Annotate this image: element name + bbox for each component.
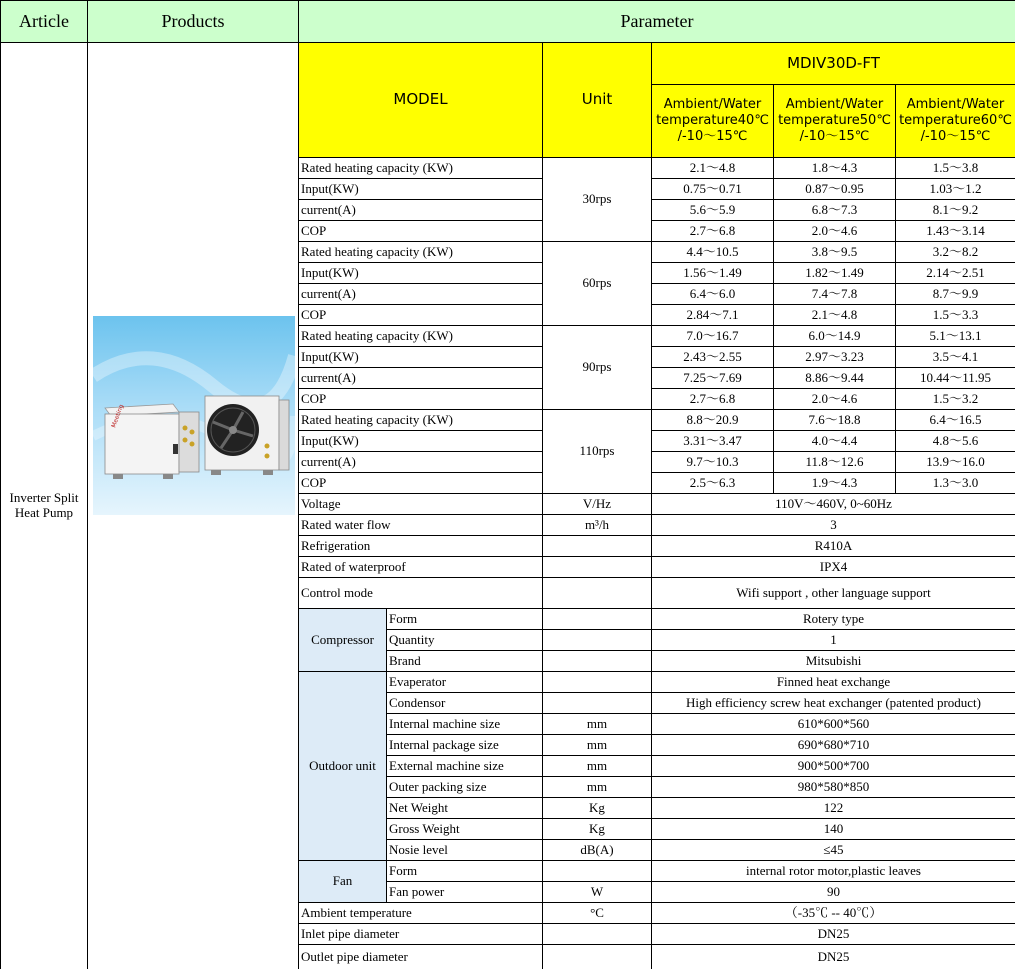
value-cell: 3.2～8.2 xyxy=(896,242,1015,263)
value-cell: 8.1～9.2 xyxy=(896,200,1015,221)
value-cell: 1.9～4.3 xyxy=(774,473,896,494)
row-label: current(A) xyxy=(299,200,543,221)
row-label: Rated heating capacity (KW) xyxy=(299,326,543,347)
value-cell: 0.87～0.95 xyxy=(774,179,896,200)
merged-value-cell: 1 xyxy=(652,630,1015,651)
value-cell: 8.86～9.44 xyxy=(774,368,896,389)
unit-cell xyxy=(543,651,652,672)
sub-label: Evaperator xyxy=(387,672,543,693)
row-label: Refrigeration xyxy=(299,536,543,557)
merged-value-cell: Wifi support , other language support xyxy=(652,578,1015,609)
model-label-cell: MODEL xyxy=(299,43,543,158)
sub-label: Condensor xyxy=(387,693,543,714)
sub-label: Form xyxy=(387,609,543,630)
condition-line: temperature60℃ xyxy=(899,113,1012,128)
sub-label: External machine size xyxy=(387,756,543,777)
value-cell: 2.14～2.51 xyxy=(896,263,1015,284)
merged-value-cell: R410A xyxy=(652,536,1015,557)
merged-value-cell: 900*500*700 xyxy=(652,756,1015,777)
value-cell: 6.8～7.3 xyxy=(774,200,896,221)
merged-value-cell: DN25 xyxy=(817,948,850,964)
value-cell: 2.7～6.8 xyxy=(652,389,774,410)
condition-header-1 xyxy=(652,85,774,158)
unit-cell: W xyxy=(543,882,652,903)
unit-cell: mm xyxy=(543,714,652,735)
condition-header-3 xyxy=(896,85,1015,158)
unit-cell: Kg xyxy=(543,798,652,819)
value-cell: 1.43～3.14 xyxy=(896,221,1015,242)
outdoor-unit-group: Outdoor unit xyxy=(299,672,387,861)
merged-value-cell: 110V～460V, 0~60Hz xyxy=(652,494,1015,515)
model-name-cell: MDIV30D-FT xyxy=(652,43,1015,85)
condition-line: temperature50℃ xyxy=(778,113,891,128)
unit-cell: mm xyxy=(543,756,652,777)
condition-line: /-10～15℃ xyxy=(799,129,870,144)
merged-value-cell: 980*580*850 xyxy=(652,777,1015,798)
unit-cell xyxy=(543,630,652,651)
value-cell: 1.5～3.3 xyxy=(896,305,1015,326)
condition-line: Ambient/Water xyxy=(663,97,762,112)
value-cell: 1.03～1.2 xyxy=(896,179,1015,200)
merged-value-cell: 3 xyxy=(652,515,1015,536)
value-cell: 13.9～16.0 xyxy=(896,452,1015,473)
condition-header-2 xyxy=(774,85,896,158)
speed-cell: 110rps xyxy=(543,410,652,494)
sub-label: Fan power xyxy=(387,882,543,903)
condition-line: temperature40℃ xyxy=(656,113,769,128)
row-label: Voltage xyxy=(299,494,543,515)
value-cell: 5.6～5.9 xyxy=(652,200,774,221)
sub-label: Outer packing size xyxy=(387,777,543,798)
unit-cell: mm xyxy=(543,735,652,756)
merged-value-cell: High efficiency screw heat exchanger (patented product) xyxy=(652,693,1015,714)
sub-label: Brand xyxy=(387,651,543,672)
sub-label: Gross Weight xyxy=(387,819,543,840)
row-label: Rated heating capacity (KW) xyxy=(299,158,543,179)
indoor-unit xyxy=(105,403,199,479)
value-cell: 4.8～5.6 xyxy=(896,431,1015,452)
value-cell: 8.7～9.9 xyxy=(896,284,1015,305)
condition-line: /-10～15℃ xyxy=(677,129,748,144)
condition-line: Ambient/Water xyxy=(906,97,1005,112)
merged-value-cell: 122 xyxy=(652,798,1015,819)
row-label: Input(KW) xyxy=(299,347,543,368)
value-cell: 1.56～1.49 xyxy=(652,263,774,284)
product-photo xyxy=(93,316,295,515)
row-label: Rated of waterproof xyxy=(299,557,543,578)
row-label: Control mode xyxy=(299,578,543,609)
row-label: Input(KW) xyxy=(299,179,543,200)
sub-label: Internal package size xyxy=(387,735,543,756)
value-cell: 4.0～4.4 xyxy=(774,431,896,452)
value-cell: 7.4～7.8 xyxy=(774,284,896,305)
value-cell: 2.0～4.6 xyxy=(774,389,896,410)
outdoor-unit xyxy=(205,396,289,475)
merged-value-cell: ≤45 xyxy=(652,840,1015,861)
value-cell: 2.1～4.8 xyxy=(774,305,896,326)
value-cell: 2.7～6.8 xyxy=(652,221,774,242)
value-cell: 4.4～10.5 xyxy=(652,242,774,263)
unit-cell xyxy=(543,609,652,630)
merged-value-cell: （-35℃ -- 40℃） xyxy=(652,903,1015,924)
merged-value-cell: Finned heat exchange xyxy=(652,672,1015,693)
unit-cell: dB(A) xyxy=(543,840,652,861)
value-cell: 1.5～3.2 xyxy=(896,389,1015,410)
value-cell: 3.31～3.47 xyxy=(652,431,774,452)
row-label: current(A) xyxy=(299,452,543,473)
unit-cell: m³/h xyxy=(543,515,652,536)
value-cell: 6.0～14.9 xyxy=(774,326,896,347)
unit-cell xyxy=(543,693,652,714)
compressor-group: Compressor xyxy=(299,609,387,672)
value-cell: 2.84～7.1 xyxy=(652,305,774,326)
merged-value-cell: 140 xyxy=(652,819,1015,840)
article-header: Article xyxy=(0,0,88,43)
unit-cell xyxy=(543,924,652,945)
speed-cell: 30rps xyxy=(543,158,652,242)
condition-line: Ambient/Water xyxy=(785,97,884,112)
products-header: Products xyxy=(88,0,299,43)
value-cell: 1.82～1.49 xyxy=(774,263,896,284)
sub-label: Quantity xyxy=(387,630,543,651)
sub-label: Nosie level xyxy=(387,840,543,861)
row-label: Ambient temperature xyxy=(299,903,543,924)
unit-cell: °C xyxy=(543,903,652,924)
merged-value-cell: internal rotor motor,plastic leaves xyxy=(652,861,1015,882)
value-cell: 11.8～12.6 xyxy=(774,452,896,473)
sub-label: Internal machine size xyxy=(387,714,543,735)
value-cell: 3.5～4.1 xyxy=(896,347,1015,368)
heat-pump-illustration xyxy=(93,316,295,515)
value-cell: 9.7～10.3 xyxy=(652,452,774,473)
unit-cell: Kg xyxy=(543,819,652,840)
value-cell: 8.8～20.9 xyxy=(652,410,774,431)
article-value: Inverter Split Heat Pump xyxy=(0,43,88,969)
value-cell: 2.97～3.23 xyxy=(774,347,896,368)
fan-group: Fan xyxy=(299,861,387,903)
value-cell: 2.1～4.8 xyxy=(652,158,774,179)
unit-cell xyxy=(543,557,652,578)
value-cell: 1.3～3.0 xyxy=(896,473,1015,494)
value-cell: 0.75～0.71 xyxy=(652,179,774,200)
brand-mark: Meeting xyxy=(110,403,126,429)
value-cell: 10.44～11.95 xyxy=(896,368,1015,389)
value-cell: 2.0～4.6 xyxy=(774,221,896,242)
row-label: COP xyxy=(299,305,543,326)
row-label: Outlet pipe diameter xyxy=(299,945,543,969)
row-label: current(A) xyxy=(299,284,543,305)
speed-cell: 60rps xyxy=(543,242,652,326)
row-label: COP xyxy=(299,473,543,494)
value-cell: 6.4～16.5 xyxy=(896,410,1015,431)
value-cell: 2.43～2.55 xyxy=(652,347,774,368)
sub-label: Form xyxy=(387,861,543,882)
merged-value-cell: 90 xyxy=(652,882,1015,903)
value-cell: 6.4～6.0 xyxy=(652,284,774,305)
merged-value-cell: 610*600*560 xyxy=(652,714,1015,735)
value-cell: 7.6～18.8 xyxy=(774,410,896,431)
value-cell: 3.8～9.5 xyxy=(774,242,896,263)
value-cell: 7.0～16.7 xyxy=(652,326,774,347)
unit-cell xyxy=(543,672,652,693)
row-label: COP xyxy=(299,221,543,242)
parameter-header: Parameter xyxy=(299,0,1015,43)
sub-label: Net Weight xyxy=(387,798,543,819)
merged-value-cell: Mitsubishi xyxy=(652,651,1015,672)
merged-value-cell: Rotery type xyxy=(652,609,1015,630)
unit-cell xyxy=(543,861,652,882)
merged-value-cell: IPX4 xyxy=(652,557,1015,578)
value-cell: 1.5～3.8 xyxy=(896,158,1015,179)
row-label: Input(KW) xyxy=(299,263,543,284)
unit-cell: V/Hz xyxy=(543,494,652,515)
row-label: Rated heating capacity (KW) xyxy=(299,242,543,263)
row-label: Input(KW) xyxy=(299,431,543,452)
row-label: current(A) xyxy=(299,368,543,389)
unit-cell xyxy=(543,578,652,609)
condition-line: /-10～15℃ xyxy=(920,129,991,144)
merged-value-cell: DN25 xyxy=(652,924,1015,945)
row-label: Rated heating capacity (KW) xyxy=(299,410,543,431)
row-label: Rated water flow xyxy=(299,515,543,536)
speed-cell: 90rps xyxy=(543,326,652,410)
unit-cell: mm xyxy=(543,777,652,798)
value-cell: 5.1～13.1 xyxy=(896,326,1015,347)
row-label: COP xyxy=(299,389,543,410)
unit-label-cell: Unit xyxy=(543,43,652,158)
unit-cell xyxy=(543,536,652,557)
unit-cell xyxy=(543,945,652,969)
value-cell: 1.8～4.3 xyxy=(774,158,896,179)
merged-value-cell: 690*680*710 xyxy=(652,735,1015,756)
value-cell: 2.5～6.3 xyxy=(652,473,774,494)
value-cell: 7.25～7.69 xyxy=(652,368,774,389)
row-label: Inlet pipe diameter xyxy=(299,924,543,945)
